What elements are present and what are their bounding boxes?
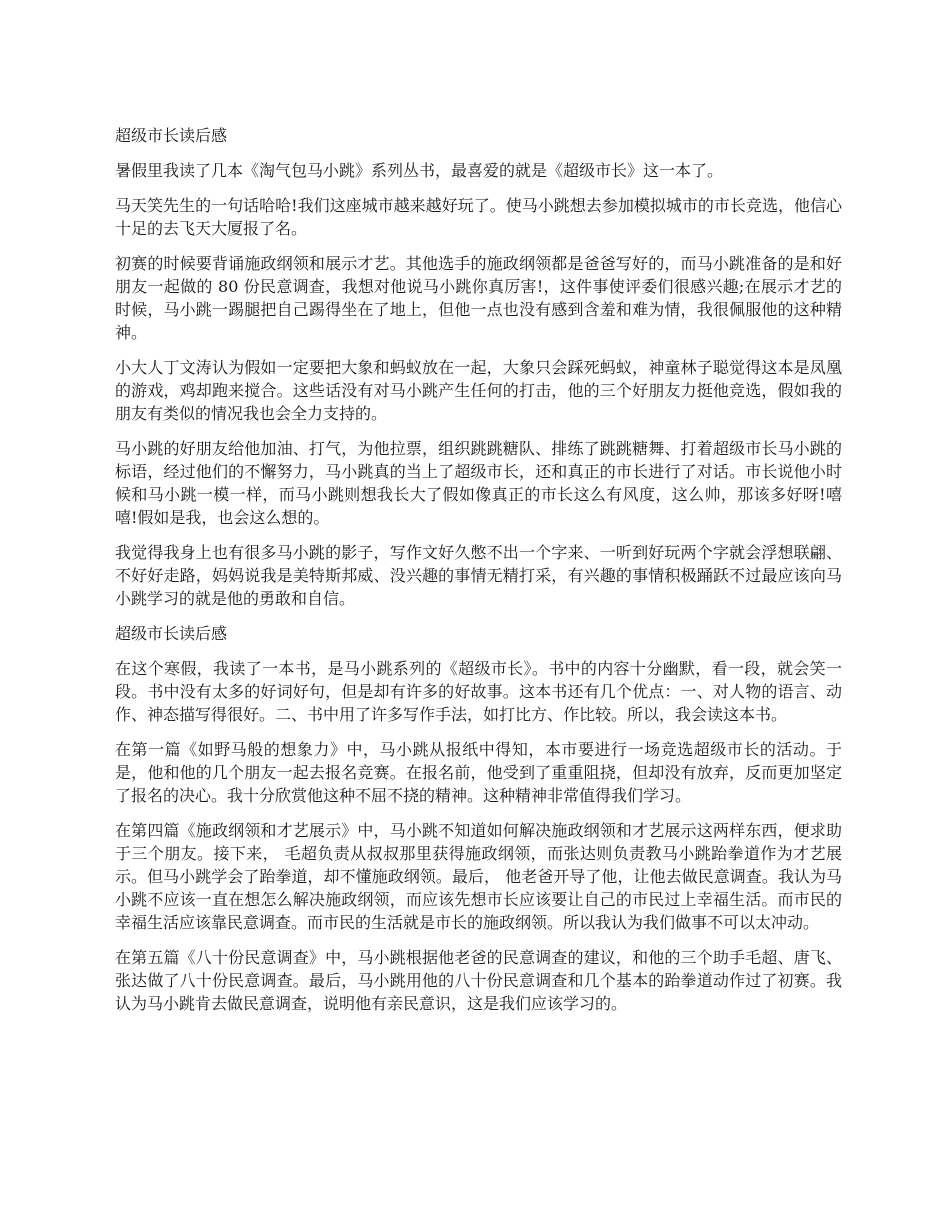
part1-paragraph-1: 暑假里我读了几本《淘气包马小跳》系列丛书，最喜爱的就是《超级市长》这一本了。 xyxy=(115,161,724,180)
part1-paragraph-2: 马天笑先生的一句话哈哈!我们这座城市越来越好玩了。使马小跳想去参加模拟城市的市长竞选，他信心十足的去飞天大厦报了名。 xyxy=(115,196,842,238)
part1-paragraph-4: 小大人丁文涛认为假如一定要把大象和蚂蚁放在一起，大象只会踩死蚂蚁，神童林子聪觉得这本是凤凰的游戏，鸡却跑来搅合。这些话没有对马小跳产生任何的打击，他的三个好朋友力挺他竞选，假如我的朋友有类似的情况我也会全力支持的。 xyxy=(115,358,842,423)
part1-paragraph-3: 初赛的时候要背诵施政纲领和展示才艺。其他选手的施政纲领都是爸爸写好的，而马小跳准备的是和好朋友一起做的 80 份民意调查，我想对他说马小跳你真厉害!，这件事使评委们很感兴趣;在展示才艺的时候，马小跳一踢腿把自己踢得坐在了地上，但他一点也没有感到含羞和难为情，我很佩服他的这种精神。 xyxy=(115,254,842,342)
document-page xyxy=(115,124,842,1027)
part1-paragraph-6: 我觉得我身上也有很多马小跳的影子，写作文好久憋不出一个字来、一听到好玩两个字就会浮想联翩、不好好走路，妈妈说我是美特斯邦威、没兴趣的事情无精打采，有兴趣的事情积极踊跃不过最应该向马小跳学习的就是他的勇敢和自信。 xyxy=(115,543,842,608)
part1-paragraph-5: 马小跳的好朋友给他加油、打气，为他拉票，组织跳跳糖队、排练了跳跳糖舞、打着超级市长马小跳的标语，经过他们的不懈努力，马小跳真的当上了超级市长，还和真正的市长进行了对话。市长说他小时候和马小跳一模一样，而马小跳则想我长大了假如像真正的市长这么有风度，这么帅，那该多好呀!嘻嘻!假如是我，也会这么想的。 xyxy=(115,439,842,527)
part2-paragraph-4: 在第五篇《八十份民意调查》中，马小跳根据他老爸的民意调查的建议，和他的三个助手毛超、唐飞、张达做了八十份民意调查。最后，马小跳用他的八十份民意调查和几个基本的跆拳道动作过了初赛。我认为马小跳肯去做民意调查，说明他有亲民意识，这是我们应该学习的。 xyxy=(115,948,842,1013)
part2-paragraph-2: 在第一篇《如野马般的想象力》中，马小跳从报纸中得知，本市要进行一场竞选超级市长的活动。于是，他和他的几个朋友一起去报名竞赛。在报名前，他受到了重重阻挠，但却没有放弃，反而更加坚定了报名的决心。我十分欣赏他这种不屈不挠的精神。这种精神非常值得我们学习。 xyxy=(115,740,842,805)
part2-paragraph-1: 在这个寒假，我读了一本书，是马小跳系列的《超级市长》。书中的内容十分幽默，看一段，就会笑一段。书中没有太多的好词好句，但是却有许多的好故事。这本书还有几个优点：一、对人物的语言、动作、神态描写得很好。二、书中用了许多写作手法，如打比方、作比较。所以，我会读这本书。 xyxy=(115,659,842,724)
part2-title: 超级市长读后感 xyxy=(115,624,228,643)
part1-title: 超级市长读后感 xyxy=(115,126,228,145)
part2-paragraph-3: 在第四篇《施政纲领和才艺展示》中，马小跳不知道如何解决施政纲领和才艺展示这两样东西，便求助于三个朋友。接下来， 毛超负责从叔叔那里获得施政纲领，而张达则负责教马小跳跆拳道作为才艺展示。但马小跳学会了跆拳道，却不懂施政纲领。最后， 他老爸开导了他，让他去做民意调查。我认为马小跳不应该一直在想怎么解决施政纲领，而应该先想市长应该要让自己的市民过上幸福生活。而市民的幸福生活应该靠民意调查。而市民的生活就是市长的施政纲领。所以我认为我们做事不可以太冲动。 xyxy=(115,821,842,932)
